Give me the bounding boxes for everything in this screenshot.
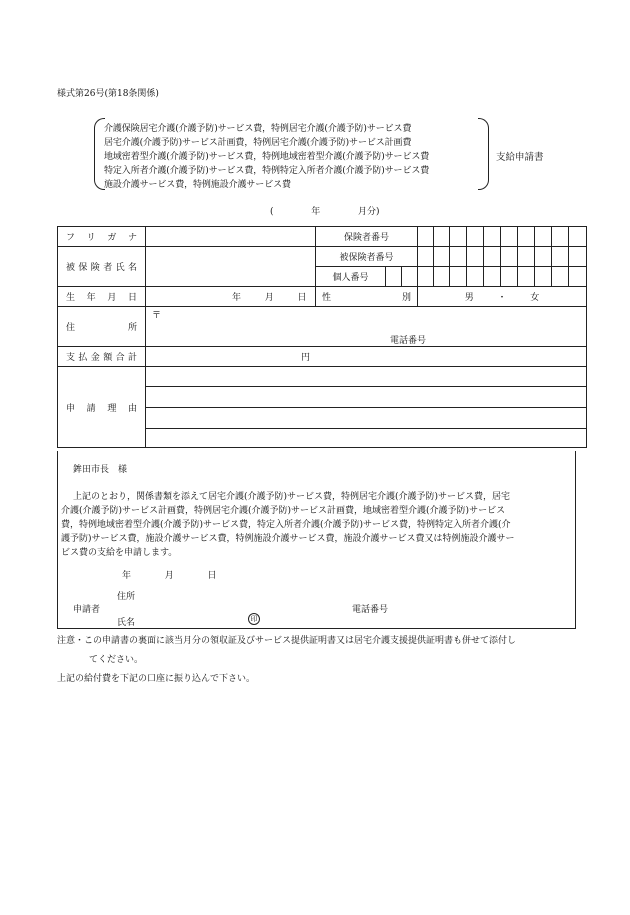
digit-cell[interactable] <box>501 267 518 287</box>
digit-cell[interactable] <box>418 267 434 287</box>
reason-line[interactable] <box>146 367 587 387</box>
digit-cell[interactable] <box>418 227 434 247</box>
digit-cell[interactable] <box>535 227 552 247</box>
digit-cell[interactable] <box>552 227 569 247</box>
period-open: ( <box>270 207 274 217</box>
sex-options[interactable] <box>418 287 587 307</box>
digit-cell[interactable] <box>484 247 501 267</box>
digit-cell[interactable] <box>467 267 484 287</box>
declaration-line: 費，特例地域密着型介護(介護予防)サービス費，特定入所者介護(介護予防)サービス費，特例特定入所者介護(介 <box>61 520 511 530</box>
digit-cell[interactable] <box>484 267 501 287</box>
service-line: 居宅介護(介護予防)サービス計画費，特例居宅介護(介護予防)サービス計画費 <box>104 138 412 148</box>
address-field[interactable] <box>146 307 587 347</box>
yen-unit: 円 <box>301 353 311 363</box>
sex-female[interactable]: 女 <box>530 293 540 303</box>
digit-cell[interactable] <box>518 227 535 247</box>
note-line: てください。 <box>89 655 144 665</box>
application-table <box>57 226 587 448</box>
insured-name-label: 被保険者氏名 <box>58 247 146 287</box>
individual-number-label: 個人番号 <box>316 267 386 287</box>
declaration-line: 介護(介護予防)サービス計画費，特例居宅介護(介護予防)サービス計画費，地域密着型介護(介護予防)サービス <box>61 506 506 516</box>
digit-cell[interactable] <box>518 267 535 287</box>
service-line: 地域密着型介護(介護予防)サービス費，特例地域密着型介護(介護予防)サービス費 <box>104 152 430 162</box>
birthdate-label: 生 年 月 日 <box>58 287 146 307</box>
digit-cell[interactable] <box>501 247 518 267</box>
total-paid-field[interactable] <box>146 347 587 367</box>
sex-label <box>316 287 418 307</box>
date-year: 年 <box>122 571 132 581</box>
reason-line[interactable] <box>146 408 587 429</box>
birth-day: 日 <box>297 293 307 303</box>
furigana-field[interactable] <box>146 227 316 247</box>
insured-number-label: 被保険者番号 <box>316 247 418 267</box>
date-day: 日 <box>207 571 217 581</box>
digit-cell[interactable] <box>501 227 518 247</box>
digit-cell[interactable] <box>434 227 450 247</box>
digit-cell[interactable] <box>450 247 467 267</box>
digit-cell[interactable] <box>450 267 467 287</box>
insurer-number-label: 保険者番号 <box>316 227 418 247</box>
digit-cell[interactable] <box>569 267 587 287</box>
digit-cell[interactable] <box>467 247 484 267</box>
birthdate-field[interactable] <box>146 287 316 307</box>
date-month: 月 <box>164 571 174 581</box>
digit-cell[interactable] <box>434 267 450 287</box>
digit-cell[interactable] <box>518 247 535 267</box>
declaration-line: 上記のとおり，関係書類を添えて居宅介護(介護予防)サービス費，特例居宅介護(介護予防)サービス費，居宅 <box>73 492 511 502</box>
service-line: 介護保険居宅介護(介護予防)サービス費，特例居宅介護(介護予防)サービス費 <box>104 124 412 134</box>
digit-cell[interactable] <box>535 247 552 267</box>
note-line: 注意・この申請書の裏面に該当月分の領収証及びサービス提供証明書又は居宅介護支援提供証明書も併せて添付し <box>57 636 517 646</box>
digit-cell[interactable] <box>535 267 552 287</box>
furigana-label: フ リ ガ ナ <box>58 227 146 247</box>
applicant-phone-label: 電話番号 <box>352 605 389 615</box>
digit-cell[interactable] <box>569 227 587 247</box>
note-line: 上記の給付費を下記の口座に振り込んで下さい。 <box>57 674 256 684</box>
sex-dot: ・ <box>497 293 507 303</box>
applicant-label: 申請者 <box>73 605 101 615</box>
form-number: 様式第26号(第18条関係) <box>57 89 159 99</box>
period-year: 年 <box>311 207 321 217</box>
digit-cell[interactable] <box>552 267 569 287</box>
address-phone-label: 電話番号 <box>390 336 427 346</box>
seal-char: 印 <box>248 613 260 625</box>
digit-cell[interactable] <box>569 247 587 267</box>
reason-line[interactable] <box>146 387 587 408</box>
insured-name-field[interactable] <box>146 247 316 287</box>
declaration-line: 護予防)サービス費，施設介護サービス費，特例施設介護サービス費，施設介護サービス費又は特例施設介護サー <box>61 534 515 544</box>
digit-cell[interactable] <box>386 267 402 287</box>
form-title: 支給申請書 <box>496 152 544 163</box>
service-line: 施設介護サービス費，特例施設介護サービス費 <box>104 180 291 190</box>
applicant-name-label: 氏名 <box>117 618 136 628</box>
service-line: 特定入所者介護(介護予防)サービス費，特例特定入所者介護(介護予防)サービス費 <box>104 166 430 176</box>
digit-cell[interactable] <box>484 227 501 247</box>
sex-male[interactable]: 男 <box>464 293 474 303</box>
sex-label-end: 別 <box>402 293 412 303</box>
application-date[interactable] <box>122 568 217 581</box>
birth-year: 年 <box>232 293 242 303</box>
declaration-line: ビス費の支給を申請します。 <box>61 548 178 558</box>
sex-label-start: 性 <box>322 293 332 303</box>
total-paid-label: 支払金額合計 <box>58 347 146 367</box>
digit-cell[interactable] <box>450 227 467 247</box>
period <box>270 204 380 217</box>
digit-cell[interactable] <box>467 227 484 247</box>
reason-label: 申 請 理 由 <box>58 367 146 448</box>
applicant-address-label: 住所 <box>117 592 136 602</box>
reason-line[interactable] <box>146 429 587 448</box>
addressee: 鉾田市長 様 <box>73 465 128 475</box>
birth-month: 月 <box>264 293 274 303</box>
digit-cell[interactable] <box>418 247 434 267</box>
period-month: 月分) <box>358 207 380 217</box>
postal-mark: 〒 <box>152 311 162 321</box>
digit-cell[interactable] <box>552 247 569 267</box>
seal-mark <box>248 613 260 625</box>
digit-cell[interactable] <box>402 267 418 287</box>
right-brace <box>478 118 489 190</box>
digit-cell[interactable] <box>434 247 450 267</box>
address-label: 住 所 <box>58 307 146 347</box>
